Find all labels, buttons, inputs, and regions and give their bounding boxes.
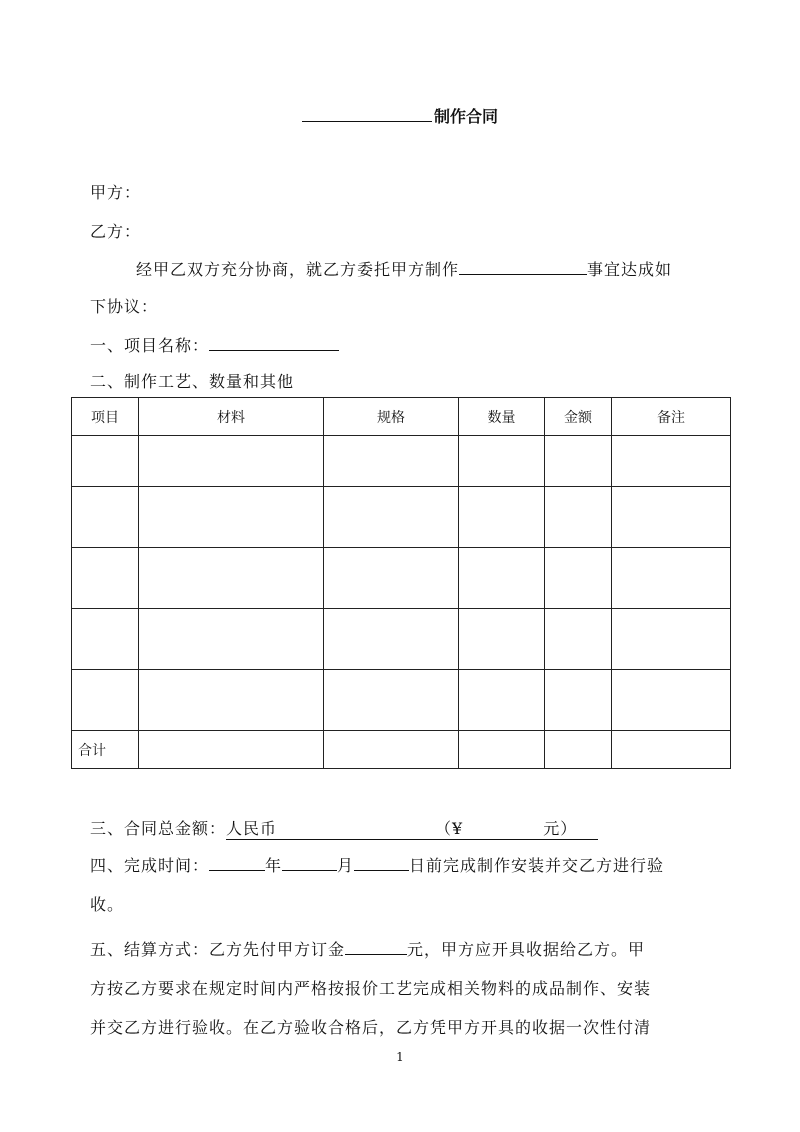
section2-heading: 二、制作工艺、数量和其他 xyxy=(90,372,295,391)
table-cell[interactable] xyxy=(139,548,324,609)
table-row xyxy=(72,548,731,609)
table-row xyxy=(72,436,731,487)
table-cell[interactable] xyxy=(459,436,545,487)
table-cell[interactable] xyxy=(459,548,545,609)
table-cell[interactable] xyxy=(139,670,324,731)
header-spec: 规格 xyxy=(324,398,459,436)
table-cell[interactable] xyxy=(72,548,139,609)
table-row xyxy=(72,609,731,670)
total-amount-line[interactable] xyxy=(226,816,598,840)
table-cell[interactable] xyxy=(612,670,731,731)
intro-blank[interactable] xyxy=(459,258,587,275)
section3: 三、合同总金额：人民币 （¥ 元） xyxy=(90,816,598,840)
table-cell[interactable] xyxy=(459,609,545,670)
table-cell[interactable] xyxy=(545,548,612,609)
party-a-label: 甲方： xyxy=(90,183,142,202)
header-amount: 金额 xyxy=(545,398,612,436)
table-cell[interactable] xyxy=(139,731,324,769)
table-cell[interactable] xyxy=(612,609,731,670)
title-blank-line[interactable] xyxy=(302,107,432,122)
section1: 一、项目名称： xyxy=(90,333,339,356)
table-cell[interactable] xyxy=(324,609,459,670)
table-cell[interactable] xyxy=(459,731,545,769)
month-blank[interactable] xyxy=(282,854,337,871)
title-text: 制作合同 xyxy=(433,107,498,126)
items-table xyxy=(71,397,731,769)
table-header-row xyxy=(72,398,731,436)
total-label: 合计 xyxy=(72,731,139,769)
deposit-blank[interactable] xyxy=(345,938,407,955)
table-cell[interactable] xyxy=(139,436,324,487)
table-cell[interactable] xyxy=(324,487,459,548)
table-total-row xyxy=(72,731,731,769)
day-blank[interactable] xyxy=(354,854,409,871)
intro-paragraph: 经甲乙双方充分协商，就乙方委托甲方制作 事宜达成如 xyxy=(136,260,673,279)
table-cell[interactable] xyxy=(324,548,459,609)
section4-line2: 收。 xyxy=(90,895,125,914)
table-cell[interactable] xyxy=(72,487,139,548)
yen-open: （¥ xyxy=(435,819,464,838)
table-cell[interactable] xyxy=(612,487,731,548)
table-cell[interactable] xyxy=(545,487,612,548)
table-cell[interactable] xyxy=(324,670,459,731)
section5-line2: 方按乙方要求在规定时间内严格按报价工艺完成相关物料的成品制作、安装 xyxy=(90,979,652,998)
table-cell[interactable] xyxy=(612,548,731,609)
party-b-label: 乙方： xyxy=(90,222,142,241)
table-cell[interactable] xyxy=(324,731,459,769)
section5-line3: 并交乙方进行验收。在乙方验收合格后，乙方凭甲方开具的收据一次性付清 xyxy=(90,1018,652,1037)
page-number: 1 xyxy=(396,1050,404,1064)
year-blank[interactable] xyxy=(209,854,265,871)
table-cell[interactable] xyxy=(139,487,324,548)
header-remarks: 备注 xyxy=(612,398,731,436)
table-row xyxy=(72,487,731,548)
table-cell[interactable] xyxy=(459,670,545,731)
table-cell[interactable] xyxy=(72,670,139,731)
intro-line2: 下协议： xyxy=(90,297,159,316)
table-cell[interactable] xyxy=(545,609,612,670)
table-cell[interactable] xyxy=(612,731,731,769)
table-row xyxy=(72,670,731,731)
section4: 四、完成时间： 年 月 日前完成制作安装并交乙方进行验 xyxy=(90,856,665,875)
table-cell[interactable] xyxy=(72,436,139,487)
table-cell[interactable] xyxy=(139,609,324,670)
table-cell[interactable] xyxy=(612,436,731,487)
header-material: 材料 xyxy=(139,398,324,436)
currency-label: 人民币 xyxy=(226,819,278,838)
table-cell[interactable] xyxy=(324,436,459,487)
table-cell[interactable] xyxy=(545,731,612,769)
contract-title xyxy=(0,104,800,127)
header-quantity: 数量 xyxy=(459,398,545,436)
table-cell[interactable] xyxy=(459,487,545,548)
yuan-close: 元） xyxy=(543,819,578,838)
table-cell[interactable] xyxy=(72,609,139,670)
table-cell[interactable] xyxy=(545,670,612,731)
project-name-blank[interactable] xyxy=(209,334,339,351)
section5: 五、结算方式：乙方先付甲方订金 元，甲方应开具收据给乙方。甲 xyxy=(90,940,646,959)
header-project: 项目 xyxy=(72,398,139,436)
table-cell[interactable] xyxy=(545,436,612,487)
